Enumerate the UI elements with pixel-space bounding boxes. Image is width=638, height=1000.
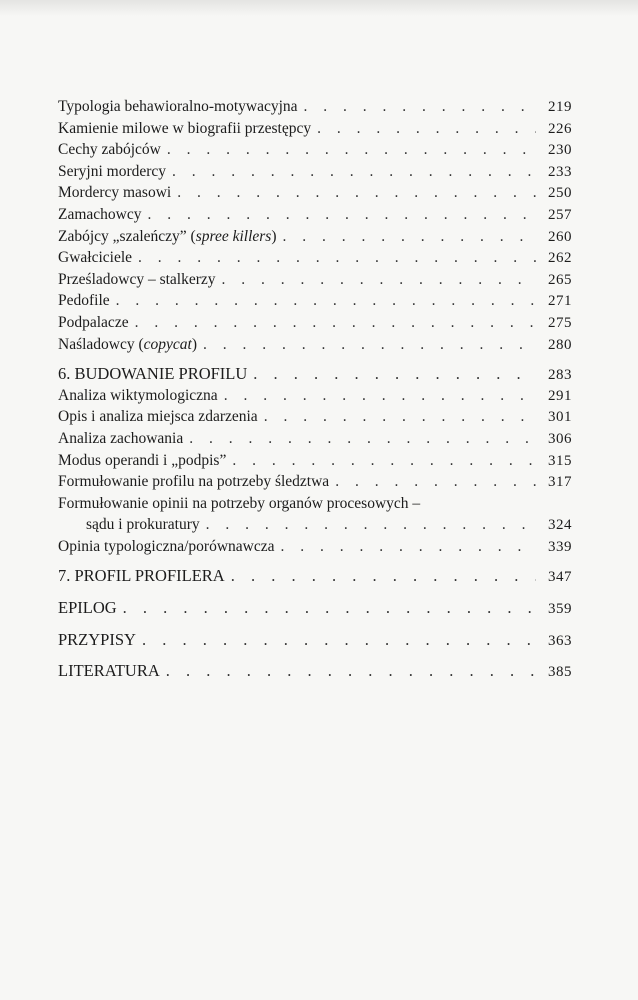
toc-entry-title: Pedofile: [58, 292, 110, 310]
toc-page-number: 317: [548, 474, 572, 491]
dot-leader: [166, 660, 536, 682]
toc-page-number: 359: [548, 601, 572, 618]
toc-entry: [58, 96, 572, 118]
toc-page-number: 233: [548, 163, 572, 180]
toc-entry-title: Podpalacze: [58, 313, 129, 331]
toc-page-number: 275: [548, 314, 572, 331]
toc-entry: [58, 204, 572, 226]
dot-leader: [177, 182, 536, 204]
dot-leader: [283, 226, 537, 248]
toc-chapter-title: EPILOG: [58, 598, 117, 618]
title-italic-text: spree killers: [195, 227, 272, 245]
dot-leader: [203, 334, 536, 356]
toc-entry: [58, 269, 572, 291]
spacer: [58, 587, 572, 597]
toc-entry: [58, 450, 572, 472]
title-text: Zabójcy „szaleńczy” (: [58, 227, 196, 245]
dot-leader: [206, 514, 536, 536]
toc-entry-title: Modus operandi i „podpis”: [58, 451, 227, 469]
toc-page-number: 385: [548, 664, 572, 681]
dot-leader: [231, 565, 536, 587]
toc-entry: [58, 139, 572, 161]
toc-entry-title: Formułowanie opinii na potrzeby organów procesowych –: [58, 494, 421, 512]
dot-leader: [304, 96, 536, 118]
dot-leader: [232, 450, 536, 472]
toc-chapter: [58, 565, 572, 587]
toc-entry-title: Gwałciciele: [58, 249, 133, 267]
dot-leader: [172, 161, 536, 183]
dot-leader: [167, 139, 536, 161]
toc-entry: [58, 406, 572, 428]
toc-entry-title: Analiza zachowania: [58, 429, 184, 447]
title-text-after: ): [191, 335, 198, 353]
toc-entry: [58, 312, 572, 334]
page-top-edge: [0, 0, 638, 16]
toc-entry: [58, 428, 572, 450]
toc-entry-title: Mordercy masowi: [58, 184, 172, 202]
title-italic-text: copycat: [143, 335, 192, 353]
toc-page-number: 262: [548, 250, 572, 267]
toc-chapter: [58, 660, 572, 682]
dot-leader: [317, 118, 536, 140]
spacer: [58, 619, 572, 629]
dot-leader: [138, 247, 536, 269]
toc-entry: [58, 334, 572, 356]
toc-page-number: 347: [548, 569, 572, 586]
toc-entry-title: Typologia behawioralno-motywacyjna: [58, 98, 298, 115]
toc-page-number: 339: [548, 538, 572, 555]
toc-entry-continued: [58, 514, 572, 536]
toc-entry-title-continued: sądu i prokuratury: [86, 516, 200, 534]
spacer: [58, 355, 572, 363]
dot-leader: [148, 204, 537, 226]
dot-leader: [116, 290, 536, 312]
toc-page-number: 363: [548, 632, 572, 649]
toc-chapter-title: 7. PROFIL PROFILERA: [58, 566, 225, 586]
dot-leader: [281, 536, 537, 558]
toc-entry: [58, 290, 572, 312]
table-of-contents: [58, 96, 572, 682]
toc-page-number: 219: [548, 99, 572, 115]
toc-entry: [58, 471, 572, 493]
toc-page-number: 260: [548, 228, 572, 245]
toc-entry-title: Seryjni mordercy: [58, 162, 167, 180]
toc-entry: [58, 536, 572, 558]
toc-entry: [58, 182, 572, 204]
toc-page-number: 230: [548, 142, 572, 159]
title-text-after: ): [271, 227, 277, 245]
toc-entry-title: Zamachowcy: [58, 205, 142, 223]
dot-leader: [123, 597, 536, 619]
toc-entry-title: [58, 334, 197, 356]
dot-leader: [335, 471, 536, 493]
toc-page-number: 306: [548, 430, 572, 447]
dot-leader: [189, 428, 536, 450]
toc-entry-title: Opinia typologiczna/porównawcza: [58, 537, 275, 555]
toc-chapter: [58, 629, 572, 651]
toc-chapter: [58, 363, 572, 385]
toc-chapter-title: PRZYPISY: [58, 629, 136, 649]
toc-page-number: 226: [548, 120, 572, 137]
toc-page-number: 324: [548, 517, 572, 534]
toc-entry: [58, 118, 572, 140]
toc-page-number: 280: [548, 336, 572, 353]
toc-entry-title: Analiza wiktymologiczna: [58, 386, 218, 404]
dot-leader: [135, 312, 536, 334]
toc-page-number: 250: [548, 185, 572, 202]
toc-page-number: 257: [548, 206, 572, 223]
dot-leader: [222, 269, 536, 291]
dot-leader: [142, 629, 536, 651]
toc-entry-title: [58, 226, 277, 248]
spacer: [58, 557, 572, 565]
toc-entry-title: Prześladowcy – stalkerzy: [58, 270, 216, 288]
title-text: Naśladowcy (: [58, 335, 144, 353]
toc-entry-title: Kamienie milowe w biografii przestępcy: [58, 119, 312, 137]
dot-leader: [264, 406, 536, 428]
toc-page-number: 283: [548, 367, 572, 384]
toc-entry: [58, 247, 572, 269]
toc-entry-title: Opis i analiza miejsca zdarzenia: [58, 408, 258, 426]
toc-entry: [58, 161, 572, 183]
toc-entry-title: Cechy zabójców: [58, 141, 161, 159]
spacer: [58, 650, 572, 660]
toc-chapter-title: 6. BUDOWANIE PROFILU: [58, 364, 248, 384]
toc-entry: [58, 493, 572, 515]
toc-page-number: 315: [548, 452, 572, 469]
dot-leader: [253, 363, 536, 385]
toc-entry: [58, 385, 572, 407]
toc-page-number: 271: [548, 293, 572, 310]
toc-entry-title: Formułowanie profilu na potrzeby śledztwa: [58, 473, 330, 491]
toc-entry: [58, 226, 572, 248]
toc-page-number: 301: [548, 409, 572, 426]
dot-leader: [224, 385, 536, 407]
toc-chapter: [58, 597, 572, 619]
toc-page-number: 291: [548, 387, 572, 404]
toc-chapter-title: LITERATURA: [58, 661, 160, 681]
toc-page-number: 265: [548, 271, 572, 288]
